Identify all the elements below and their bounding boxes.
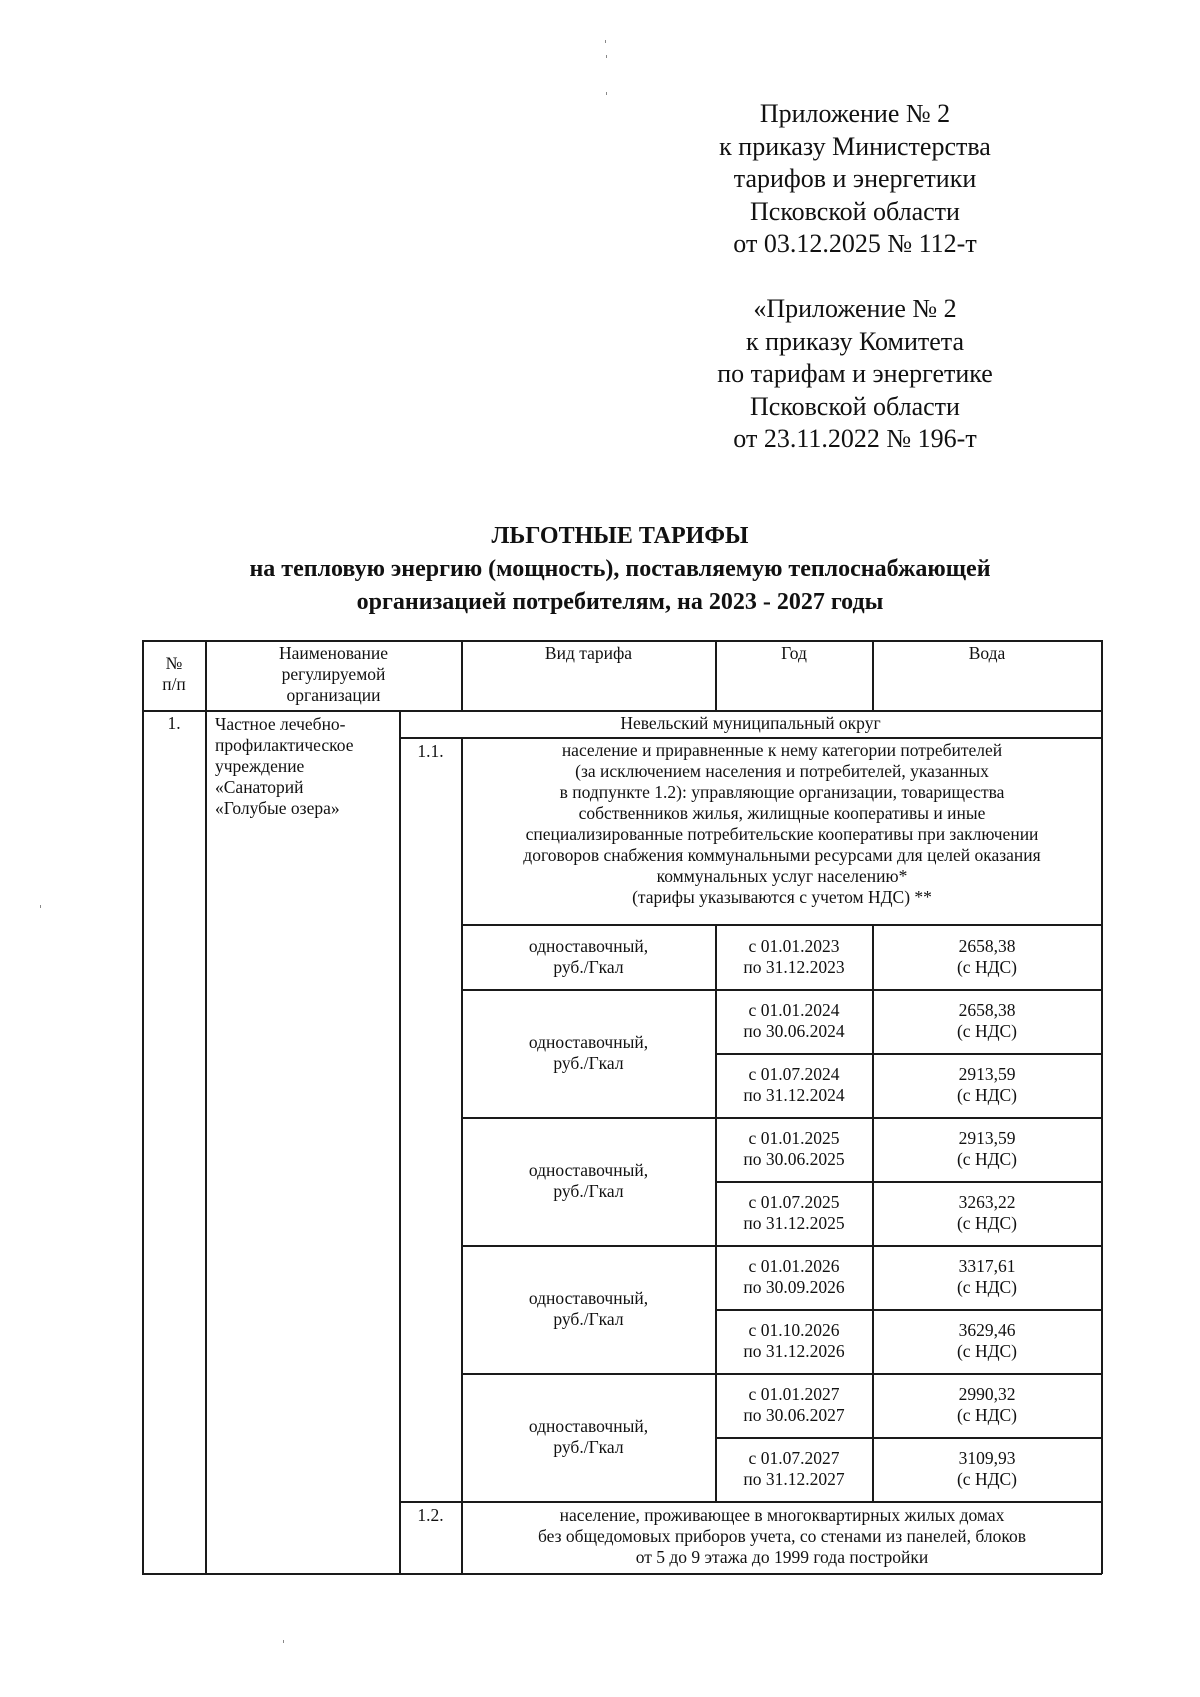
period: с 01.01.2027 по 30.06.2027: [743, 1384, 845, 1425]
table-rule: [715, 1437, 1102, 1439]
table-rule: [399, 737, 1102, 739]
annex-line: от 23.11.2022 № 196-т: [733, 424, 977, 453]
table-rule: [205, 640, 207, 1574]
title-line: организацией потребителям, на 2023 - 2027 годы: [356, 589, 884, 615]
tariff-type: одноставочный, руб./Гкал: [528, 1416, 649, 1457]
table-rule: [142, 710, 1102, 712]
scan-speck: [606, 92, 607, 95]
tariff-value: 3317,61 (с НДС): [956, 1256, 1018, 1297]
title-line: на тепловую энергию (мощность), поставляемую теплоснабжающей: [249, 556, 991, 582]
scan-speck: [283, 1640, 284, 1643]
header-water: Вода: [968, 643, 1006, 663]
period: с 01.01.2026 по 30.09.2026: [743, 1256, 845, 1297]
annex-line: тарифов и энергетики: [733, 164, 977, 193]
annex-line: Псковской области: [750, 196, 960, 226]
table-rule: [715, 1053, 1102, 1055]
table-rule: [142, 640, 1102, 642]
header-year: Год: [781, 643, 807, 663]
row-number: 1.: [167, 713, 181, 733]
tariff-value: 3263,22 (с НДС): [956, 1192, 1018, 1233]
tariff-value: 2658,38 (с НДС): [956, 1000, 1018, 1041]
tariff-type: одноставочный, руб./Гкал: [528, 936, 649, 977]
tariff-value: 3629,46 (с НДС): [956, 1320, 1018, 1361]
annex-line: к приказу Министерства: [719, 131, 991, 161]
table-rule: [399, 710, 401, 1574]
period: с 01.07.2024 по 31.12.2024: [743, 1064, 845, 1105]
tariff-value: 2658,38 (с НДС): [956, 936, 1018, 977]
annex-line: от 03.12.2025 № 112-т: [733, 229, 977, 258]
tariff-value: 3109,93 (с НДС): [956, 1448, 1018, 1489]
annex-line: по тарифам и энергетике: [717, 359, 993, 388]
table-rule: [715, 1181, 1102, 1183]
district-name: Невельский муниципальный округ: [620, 713, 881, 733]
table-rule: [142, 1573, 1102, 1575]
header-number: № п/п: [162, 653, 186, 694]
subitem-number: 1.2.: [417, 1505, 444, 1525]
table-rule: [461, 1373, 1102, 1375]
document-title: [130, 520, 1110, 619]
annex-header-old: [690, 293, 1020, 456]
title-line: ЛЬГОТНЫЕ ТАРИФЫ: [491, 523, 749, 549]
tariff-type: одноставочный, руб./Гкал: [528, 1160, 649, 1201]
table-rule: [715, 1309, 1102, 1311]
period: с 01.07.2025 по 31.12.2025: [743, 1192, 845, 1233]
annex-line: Приложение № 2: [759, 99, 951, 128]
scan-speck: [40, 905, 41, 908]
organization-name: Частное лечебно- профилактическое учреждение «Санаторий «Голубые озера»: [215, 714, 354, 818]
period: с 01.07.2027 по 31.12.2027: [743, 1448, 845, 1489]
scan-speck: [606, 55, 607, 58]
tariff-value: 2990,32 (с НДС): [956, 1384, 1018, 1425]
annex-line: «Приложение № 2: [753, 294, 957, 323]
table-rule: [461, 1117, 1102, 1119]
period: с 01.01.2024 по 30.06.2024: [743, 1000, 845, 1041]
annex-header-new: [690, 98, 1020, 261]
table-rule: [461, 989, 1102, 991]
tariff-value: 2913,59 (с НДС): [956, 1128, 1018, 1169]
header-organization: Наименование регулируемой организации: [278, 643, 389, 705]
scan-speck: [605, 40, 606, 43]
table-rule: [461, 1245, 1102, 1247]
period: с 01.01.2025 по 30.06.2025: [743, 1128, 845, 1169]
annex-line: Псковской области: [750, 391, 960, 421]
annex-line: к приказу Комитета: [745, 326, 964, 356]
subitem-number: 1.1.: [417, 741, 444, 761]
subitem-description: население, проживающее в многоквартирных жилых домах без общедомовых приборов учета, со стенами из панелей, блоков от 5 до 9 этажа до 1999 года постройки: [537, 1505, 1026, 1567]
tariff-type: одноставочный, руб./Гкал: [528, 1288, 649, 1329]
period: с 01.01.2023 по 31.12.2023: [743, 936, 845, 977]
tariff-type: одноставочный, руб./Гкал: [528, 1032, 649, 1073]
header-tariff-type: Вид тарифа: [544, 643, 633, 663]
table-rule: [461, 924, 1102, 926]
tariff-value: 2913,59 (с НДС): [956, 1064, 1018, 1105]
table-rule: [142, 640, 144, 1574]
period: с 01.10.2026 по 31.12.2026: [743, 1320, 845, 1361]
table-rule: [399, 1501, 1102, 1503]
subitem-description: население и приравненные к нему категории потребителей (за исключением населения и потребителей, указанных в подпункте 1.2): управляющие организации, товарищества собственников жилья, жилищные кооперативы и иные специализированные потребительские кооперативы при заключении договоров снабжения коммунальными ресурсами для целей оказания коммунальных услуг населению* (тарифы указываются с учетом НДС) **: [523, 740, 1041, 907]
